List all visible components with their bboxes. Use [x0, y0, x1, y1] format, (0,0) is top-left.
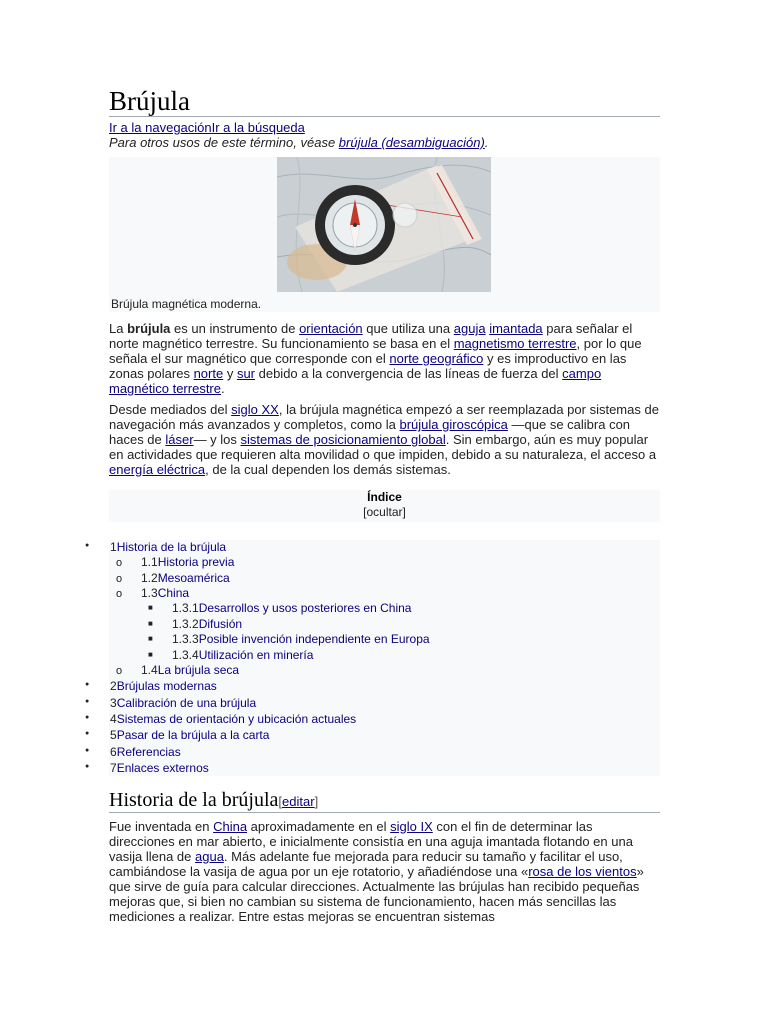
toc-item[interactable]	[172, 617, 242, 632]
jump-to-navigation-link[interactable]: Ir a la navegación	[109, 120, 212, 135]
toc-item[interactable]	[141, 571, 230, 586]
text-run: Desde mediados del	[109, 402, 232, 417]
toc-item[interactable]	[110, 696, 256, 711]
inline-link[interactable]: siglo XX	[231, 402, 279, 417]
toc-item[interactable]	[110, 540, 226, 555]
toc-item[interactable]	[110, 745, 181, 760]
toc-bullet-icon: ●	[85, 730, 90, 737]
inline-link[interactable]: brújula giroscópica	[399, 417, 508, 432]
toc-item-number: 1.3.2	[172, 617, 199, 631]
inline-link[interactable]: China	[213, 819, 248, 834]
toc-bullet-icon: o	[116, 588, 123, 600]
text-run: —que se calibra con haces de	[109, 417, 631, 447]
toc-item-label[interactable]: Calibración de una brújula	[116, 696, 257, 710]
toc-item[interactable]	[172, 601, 411, 616]
toc-item-label[interactable]: Brújulas modernas	[116, 679, 217, 693]
toc-bullet-icon: ●	[85, 747, 90, 754]
inline-link[interactable]: orientación	[299, 321, 363, 336]
text-run: » que sirve de guía para calcular direcciones. Actualmente las brújulas han recibido pequeñas mejoras que, si bien no cambian su sistema de funcionamiento, hacen más sencillas las mediciones a realizar. Entre estas mejoras se encuentran sistemas	[109, 864, 644, 924]
text-run: con el fin de determinar las direcciones en mar abierto, e inicialmente consistía en una aguja imantada flotando en una vasija llena de	[109, 819, 633, 864]
disambiguation-link[interactable]: brújula (desambiguación)	[338, 135, 485, 150]
toc-item-number: 1.3.3	[172, 632, 199, 646]
title-divider	[109, 116, 660, 117]
toc-bullet-icon: ●	[85, 542, 90, 549]
toc-bullet-icon: ■	[148, 619, 153, 628]
section-divider	[109, 812, 660, 813]
bold-term: brújula	[127, 321, 171, 336]
text-run: La	[109, 321, 128, 336]
inline-link[interactable]: rosa de los vientos	[528, 864, 637, 879]
history-paragraph	[109, 819, 660, 924]
text-run: . Más adelante fue mejorada para reducir su tamaño y facilitar el uso, cambiándose la vasija de agua por un eje rotatorio, y añadiéndose una «	[109, 849, 623, 879]
inline-link[interactable]: sistemas de posicionamiento global	[240, 432, 446, 447]
toc-item-number: 4	[110, 712, 117, 726]
toc-bullet-icon: ■	[148, 603, 153, 612]
toc-item-label[interactable]: China	[157, 586, 190, 600]
figure-caption: Brújula magnética moderna.	[111, 297, 262, 311]
toc-bullet-icon: o	[116, 573, 123, 585]
page-title: Brújula	[109, 86, 190, 116]
toc-item-number: 7	[110, 761, 117, 775]
toc-item[interactable]	[172, 648, 313, 663]
text-run: y	[223, 366, 237, 381]
toc-item[interactable]	[141, 555, 234, 570]
toc-item-number: 1.2	[141, 571, 158, 585]
hatnote-suffix: .	[484, 135, 489, 150]
inline-link[interactable]: energía eléctrica	[109, 462, 206, 477]
toc-item[interactable]	[172, 632, 430, 647]
inline-link[interactable]: campo magnético terrestre	[109, 366, 602, 396]
toc-item-number: 1.3.1	[172, 601, 199, 615]
text-run: es un instrumento de	[170, 321, 300, 336]
text-run: , de la cual dependen los demás sistemas.	[205, 462, 451, 477]
toc-bullet-icon: ■	[148, 650, 153, 659]
toc-item-label[interactable]: Pasar de la brújula a la carta	[116, 728, 270, 742]
text-run: aproximadamente en el	[247, 819, 391, 834]
toc-item-number: 1	[110, 540, 117, 554]
toc-toggle-button[interactable]: [ocultar]	[363, 505, 406, 519]
toc-bullet-icon: o	[116, 665, 123, 677]
section-heading-text: Historia de la brújula	[109, 789, 279, 811]
toc-header	[109, 490, 660, 522]
toc-item-label[interactable]: Posible invención independiente en Europa	[198, 632, 430, 646]
compass-photo[interactable]	[277, 157, 491, 292]
inline-link[interactable]: láser	[165, 432, 194, 447]
hatnote-prefix: Para otros usos de este término, véase	[109, 135, 339, 150]
text-run: , por lo que señala el sur magnético que corresponde con el	[109, 336, 642, 366]
toc-item-number: 1.3	[141, 586, 158, 600]
text-run: para señalar el norte magnético terrestre. Su funcionamiento se basa en el	[109, 321, 633, 351]
toc-item-label[interactable]: Desarrollos y usos posteriores en China	[198, 601, 412, 615]
toc-item[interactable]	[110, 679, 217, 694]
toc-item[interactable]	[110, 761, 209, 776]
toc-item-label[interactable]: Sistemas de orientación y ubicación actuales	[116, 712, 357, 726]
jump-links	[109, 120, 305, 135]
toc-item-label[interactable]: La brújula seca	[157, 663, 240, 677]
toc-title: Índice	[367, 490, 402, 504]
text-run: .	[221, 381, 225, 396]
toc-item[interactable]	[141, 586, 189, 601]
toc-item-label[interactable]: Mesoamérica	[157, 571, 230, 585]
section-heading	[109, 788, 318, 814]
toc-item-number: 1.3.4	[172, 648, 199, 662]
intro-paragraph-2	[109, 402, 660, 477]
figure	[109, 157, 660, 312]
jump-to-search-link[interactable]: Ir a la búsqueda	[211, 120, 305, 135]
text-run: Fue inventada en	[109, 819, 214, 834]
text-run: y es improductivo en las zonas polares	[109, 351, 627, 381]
toc-list	[85, 540, 660, 776]
toc-bullet-icon: ●	[85, 763, 90, 770]
toc-item[interactable]	[110, 712, 356, 727]
toc-item[interactable]	[141, 663, 239, 678]
inline-link[interactable]: agua	[195, 849, 224, 864]
text-run: , la brújula magnética empezó a ser reemplazada por sistemas de navegación más avanzados y completos, como la	[109, 402, 659, 432]
toc-item-label[interactable]: Utilización en minería	[198, 648, 314, 662]
inline-link[interactable]: norte geográfico	[389, 351, 484, 366]
toc-item-label[interactable]: Referencias	[116, 745, 181, 759]
text-run: debido a la convergencia de las líneas de fuerza del	[255, 366, 563, 381]
toc-item-number: 3	[110, 696, 117, 710]
hatnote	[109, 135, 488, 150]
text-run: . Sin embargo, aún es muy popular en actividades que requieren alta movilidad o que impiden, debido a su naturaleza, el acceso a	[109, 432, 657, 462]
toc-item-number: 1.4	[141, 663, 158, 677]
inline-link[interactable]: norte	[193, 366, 224, 381]
inline-link[interactable]: sur	[236, 366, 255, 381]
toc-bullet-icon: ●	[85, 714, 90, 721]
toc-item-number: 1.1	[141, 555, 158, 569]
inline-link[interactable]: magnetismo terrestre	[453, 336, 577, 351]
toc-item-number: 5	[110, 728, 117, 742]
toc-item-label[interactable]: Historia previa	[157, 555, 235, 569]
toc-item-label[interactable]: Enlaces externos	[116, 761, 209, 775]
intro-paragraph-1	[109, 321, 660, 396]
text-run: que utiliza una	[362, 321, 454, 336]
toc-item-number: 6	[110, 745, 117, 759]
inline-link[interactable]: imantada	[489, 321, 543, 336]
inline-link[interactable]: siglo IX	[390, 819, 433, 834]
edit-section-link[interactable]: [editar]	[278, 794, 319, 809]
toc-bullet-icon: ●	[85, 698, 90, 705]
toc-item[interactable]	[110, 728, 269, 743]
toc-item-label[interactable]: Difusión	[198, 617, 243, 631]
toc-bullet-icon: ●	[85, 681, 90, 688]
toc-item-number: 2	[110, 679, 117, 693]
text-run: — y los	[193, 432, 241, 447]
inline-link[interactable]: aguja	[453, 321, 486, 336]
toc-item-label[interactable]: Historia de la brújula	[116, 540, 227, 554]
toc-bullet-icon: ■	[148, 634, 153, 643]
toc-bullet-icon: o	[116, 557, 123, 569]
